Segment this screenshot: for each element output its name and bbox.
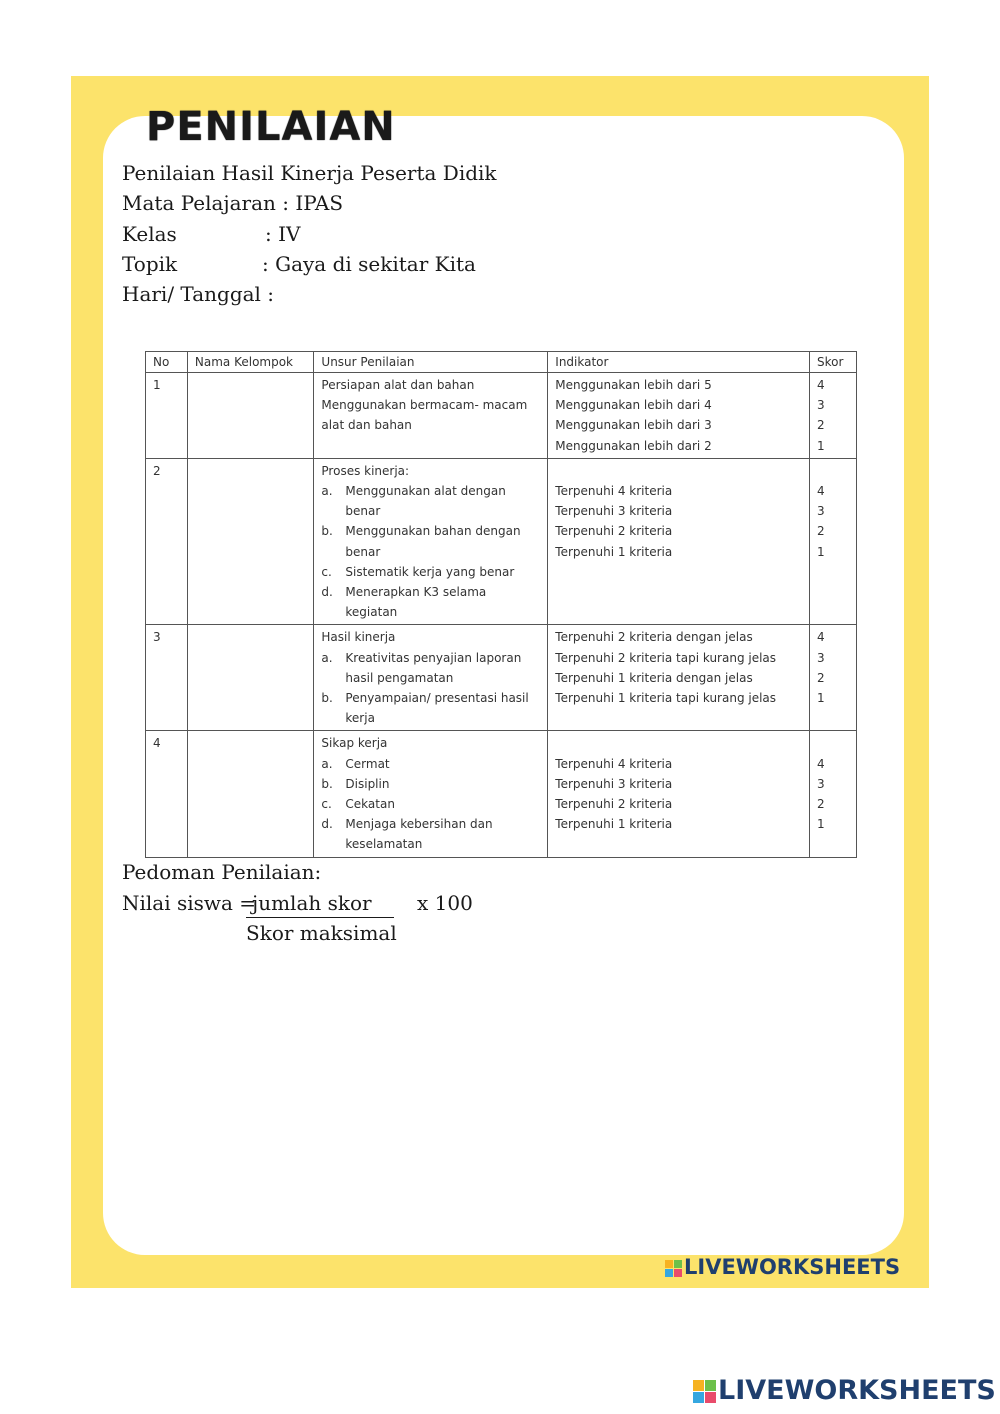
guide-heading: Pedoman Penilaian: xyxy=(122,860,322,884)
logo-square xyxy=(705,1392,716,1403)
item-label: d. xyxy=(321,817,333,832)
element-line: Persiapan alat dan bahan xyxy=(321,378,475,392)
item-label: b. xyxy=(321,524,333,539)
element-item xyxy=(321,794,541,814)
element-title: Proses kinerja: xyxy=(321,463,410,478)
topic-value: : Gaya di sekitar Kita xyxy=(262,252,476,276)
formula-multiplier: x 100 xyxy=(417,891,473,915)
element-title: Hasil kinerja xyxy=(321,630,396,645)
item-text: Cekatan xyxy=(345,797,395,812)
fraction-bar xyxy=(246,917,394,918)
brand-text: LIVEWORKSHEETS xyxy=(684,1255,901,1279)
formula-numerator: jumlah skor xyxy=(252,891,372,915)
indicator-line: Menggunakan lebih dari 4 xyxy=(555,398,712,413)
score-value: 3 xyxy=(817,650,825,665)
element-item xyxy=(321,774,541,794)
item-text: Menggunakan bahan dengan benar xyxy=(345,524,521,559)
item-text: Menjaga kebersihan dan keselamatan xyxy=(345,817,493,852)
indicator-line: Menggunakan lebih dari 2 xyxy=(555,438,712,453)
formula-denominator: Skor maksimal xyxy=(246,921,397,945)
assessment-element-cell xyxy=(314,625,548,731)
info-line-subject: Mata Pelajaran : IPAS xyxy=(122,191,344,215)
indicator-line: Terpenuhi 4 kriteria xyxy=(555,756,673,771)
indicator-line: Menggunakan lebih dari 5 xyxy=(555,378,712,392)
header-no: No xyxy=(146,352,188,373)
table-row xyxy=(146,373,857,459)
score-value: 2 xyxy=(817,797,825,812)
group-name-cell xyxy=(187,625,314,731)
indicator-line: Menggunakan lebih dari 3 xyxy=(555,418,712,433)
score-value: 4 xyxy=(817,484,825,499)
indicator-line: Terpenuhi 2 kriteria xyxy=(555,524,673,539)
indicator-line: Terpenuhi 1 kriteria xyxy=(555,544,673,559)
item-label: d. xyxy=(321,585,333,600)
score-value: 1 xyxy=(817,691,825,706)
item-text: Penyampaian/ presentasi hasil kerja xyxy=(345,691,529,726)
item-label: a. xyxy=(321,756,333,771)
score-value: 1 xyxy=(817,438,825,453)
item-text: Menggunakan alat dengan benar xyxy=(345,484,506,519)
topic-label: Topik xyxy=(122,252,178,276)
item-text: Menerapkan K3 selama kegiatan xyxy=(345,585,487,620)
info-line-class xyxy=(122,222,301,246)
indicator-line: Terpenuhi 4 kriteria xyxy=(555,484,673,499)
logo-square xyxy=(665,1269,673,1277)
table-row xyxy=(146,731,857,857)
item-label: c. xyxy=(321,564,332,579)
element-line: Menggunakan bermacam- macam xyxy=(321,398,528,413)
logo-square xyxy=(693,1392,704,1403)
score-value: 1 xyxy=(817,817,825,832)
score-cell xyxy=(810,731,857,857)
liveworksheets-icon xyxy=(665,1260,682,1277)
indicator-line: Terpenuhi 3 kriteria xyxy=(555,776,673,791)
score-value: 2 xyxy=(817,418,825,433)
score-value: 2 xyxy=(817,670,825,685)
indicator-line: Terpenuhi 3 kriteria xyxy=(555,504,673,519)
group-name-cell xyxy=(187,458,314,625)
indicator-cell xyxy=(548,625,810,731)
table-row xyxy=(146,458,857,625)
table-row xyxy=(146,625,857,731)
indicator-line: Terpenuhi 2 kriteria tapi kurang jelas xyxy=(555,650,777,665)
indicator-line: Terpenuhi 1 kriteria tapi kurang jelas xyxy=(555,691,777,706)
assessment-element-cell xyxy=(314,458,548,625)
liveworksheets-icon xyxy=(693,1380,716,1403)
info-line-assessment: Penilaian Hasil Kinerja Peserta Didik xyxy=(122,161,497,185)
logo-square xyxy=(665,1260,673,1268)
score-value: 3 xyxy=(817,504,825,519)
item-text: Cermat xyxy=(345,756,390,771)
assessment-table xyxy=(145,351,857,858)
header-assessment-element: Unsur Penilaian xyxy=(314,352,548,373)
score-value: 4 xyxy=(817,378,825,392)
item-label: c. xyxy=(321,797,332,812)
indicator-line: Terpenuhi 2 kriteria dengan jelas xyxy=(555,630,753,645)
group-name-cell xyxy=(187,731,314,857)
assessment-element-cell xyxy=(314,731,548,857)
item-label: a. xyxy=(321,650,333,665)
element-line: alat dan bahan xyxy=(321,418,412,433)
logo-square xyxy=(693,1380,704,1391)
indicator-cell xyxy=(548,458,810,625)
group-name-cell xyxy=(187,373,314,459)
score-value: 3 xyxy=(817,398,825,413)
element-item xyxy=(321,562,541,582)
element-item xyxy=(321,582,541,622)
item-label: b. xyxy=(321,691,333,706)
row-number: 4 xyxy=(146,731,188,857)
indicator-line: Terpenuhi 1 kriteria dengan jelas xyxy=(555,670,753,685)
header-indicator: Indikator xyxy=(548,352,810,373)
score-cell xyxy=(810,458,857,625)
score-cell xyxy=(810,373,857,459)
logo-square xyxy=(674,1269,682,1277)
score-value: 4 xyxy=(817,630,825,645)
header-group-name: Nama Kelompok xyxy=(187,352,314,373)
info-line-topic xyxy=(122,252,476,276)
score-value: 2 xyxy=(817,524,825,539)
logo-square xyxy=(705,1380,716,1391)
item-text: Kreativitas penyajian laporan hasil pengamatan xyxy=(345,650,522,685)
indicator-line: Terpenuhi 2 kriteria xyxy=(555,797,673,812)
item-text: Sistematik kerja yang benar xyxy=(345,564,515,579)
indicator-cell xyxy=(548,373,810,459)
liveworksheets-footer-logo xyxy=(693,1377,996,1404)
page-title: PENILAIAN xyxy=(146,104,396,150)
assessment-element-cell xyxy=(314,373,548,459)
table-header-row xyxy=(146,352,857,373)
element-item xyxy=(321,521,541,561)
row-number: 1 xyxy=(146,373,188,459)
element-item xyxy=(321,814,541,854)
indicator-line: Terpenuhi 1 kriteria xyxy=(555,817,673,832)
item-text: Disiplin xyxy=(345,776,390,791)
element-item xyxy=(321,648,541,688)
class-label: Kelas xyxy=(122,222,177,246)
row-number: 2 xyxy=(146,458,188,625)
element-title: Sikap kerja xyxy=(321,736,388,751)
score-cell xyxy=(810,625,857,731)
info-line-date: Hari/ Tanggal : xyxy=(122,282,275,306)
liveworksheets-logo xyxy=(665,1257,900,1278)
item-label: a. xyxy=(321,484,333,499)
score-value: 3 xyxy=(817,776,825,791)
score-value: 1 xyxy=(817,544,825,559)
element-item xyxy=(321,754,541,774)
header-score: Skor xyxy=(810,352,857,373)
class-value: : IV xyxy=(265,222,301,246)
indicator-cell xyxy=(548,731,810,857)
item-label: b. xyxy=(321,776,333,791)
score-value: 4 xyxy=(817,756,825,771)
element-item xyxy=(321,481,541,521)
row-number: 3 xyxy=(146,625,188,731)
element-item xyxy=(321,688,541,728)
formula-prefix: Nilai siswa = xyxy=(122,891,257,915)
logo-square xyxy=(674,1260,682,1268)
brand-text: LIVEWORKSHEETS xyxy=(718,1375,996,1406)
